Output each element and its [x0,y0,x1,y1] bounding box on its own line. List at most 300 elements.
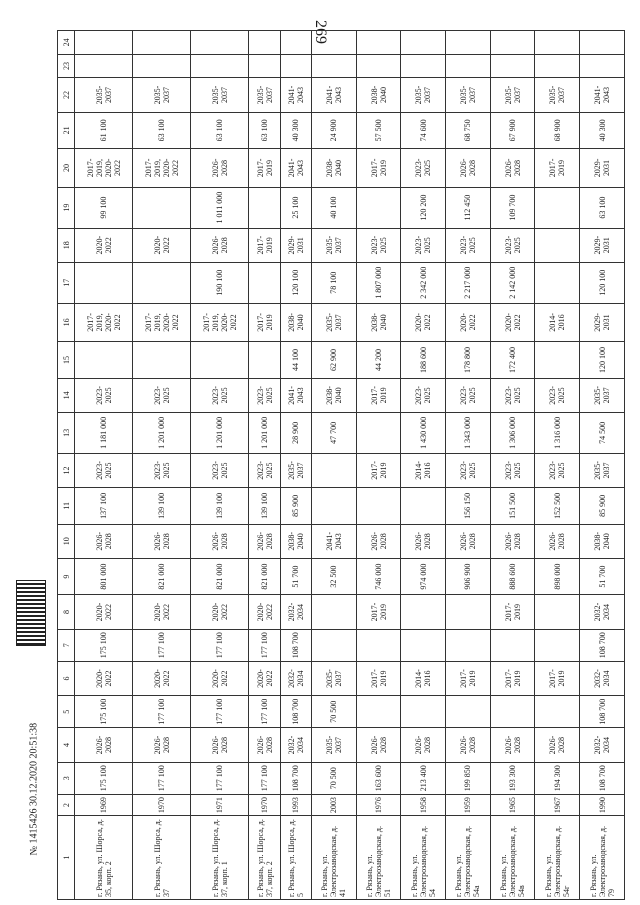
table-cell: 1970 [249,794,280,815]
table-cell [133,342,191,378]
table-cell: 175 100 [75,696,133,728]
table-cell: 746 000 [356,558,401,594]
table-cell: 40 300 [280,112,311,148]
table-cell: 2035-2037 [311,303,356,342]
table-row [191,31,249,900]
table-cell: 2026-2028 [75,728,133,762]
table-cell: 2017-2019, 2020-2022 [133,149,191,188]
table-cell: 2035-2037 [580,378,625,412]
table-cell: 47 700 [311,413,356,454]
table-cell: 2035-2037 [249,78,280,112]
table-cell: 120 100 [580,342,625,378]
table-cell: 2020-2022 [490,303,535,342]
table-cell: 1 306 000 [490,413,535,454]
table-cell: 2032-2034 [580,595,625,629]
table-cell [490,696,535,728]
table-cell [535,54,580,78]
table-cell [535,595,580,629]
table-cell: 2023-2025 [490,228,535,262]
table-cell: г. Рязань, ул. Шорса, д. 37 [133,816,191,900]
table-cell: 2023-2025 [249,378,280,412]
table-cell: 1 201 000 [133,413,191,454]
table-row [133,31,191,900]
table-cell: 2029-2031 [580,228,625,262]
table-row [446,31,491,900]
table-cell: 175 100 [75,762,133,794]
table-cell: 1993 [280,794,311,815]
footer-signature: № 1415426 30.12.2020 20:51:38 [28,722,40,856]
table-cell: 51 700 [580,558,625,594]
table-cell: 25 100 [280,187,311,228]
table-cell: 213 400 [401,762,446,794]
table-cell [580,31,625,55]
table-cell: 2035-2037 [311,728,356,762]
table-cell: 1958 [401,794,446,815]
table-cell: 40 300 [580,112,625,148]
table-cell: 74 600 [401,112,446,148]
header-cell: 15 [58,342,75,378]
table-cell: 32 500 [311,558,356,594]
table-cell: 24 900 [311,112,356,148]
table-cell [249,187,280,228]
table-cell [580,54,625,78]
table-cell: 1971 [191,794,249,815]
header-cell: 14 [58,378,75,412]
table-cell: 1 011 000 [191,187,249,228]
table-cell [446,54,491,78]
table-cell: 2038-2040 [580,524,625,558]
table-cell: 2 142 000 [490,262,535,303]
table-cell: 2017-2019 [249,303,280,342]
table-row [401,31,446,900]
table-cell: 2020-2022 [133,661,191,695]
table-cell: 2032-2034 [280,728,311,762]
table-cell: 1 201 000 [191,413,249,454]
table-cell: 2017-2019 [356,149,401,188]
table-cell: 1 181 000 [75,413,133,454]
header-cell: 19 [58,187,75,228]
table-cell: 2026-2028 [249,524,280,558]
table-cell: 177 100 [191,629,249,661]
table-cell: 2017-2019, 2020-2022 [191,303,249,342]
table-cell: 2038-2040 [356,78,401,112]
header-cell: 20 [58,149,75,188]
table-cell: 1 201 000 [249,413,280,454]
table-cell: 44 100 [280,342,311,378]
table-cell: 2026-2028 [446,524,491,558]
table-cell: 28 900 [280,413,311,454]
table-cell: 190 100 [191,262,249,303]
table-cell: 61 100 [75,112,133,148]
table-cell: 178 800 [446,342,491,378]
header-cell: 1 [58,816,75,900]
table-cell: 108 700 [280,629,311,661]
table-cell: 152 500 [535,488,580,524]
table-cell: 2017-2019 [249,228,280,262]
header-cell: 10 [58,524,75,558]
table-cell [356,413,401,454]
table-cell: г. Рязань, ул. Электрозаводская, д. 54 [401,816,446,900]
table-cell: 2017-2019 [535,149,580,188]
table-cell: 2020-2022 [191,661,249,695]
table-cell: 1969 [75,794,133,815]
table-cell [535,696,580,728]
table-cell: 194 300 [535,762,580,794]
table-cell: 139 100 [191,488,249,524]
table-cell: 85 900 [280,488,311,524]
table-cell: 2026-2028 [133,728,191,762]
header-row [58,31,75,900]
table-cell: 2023-2025 [133,378,191,412]
table-cell: 1967 [535,794,580,815]
table-cell: 2017-2019 [490,661,535,695]
table-cell: 177 100 [191,762,249,794]
table-cell [401,595,446,629]
table-cell: 2023-2025 [490,453,535,487]
table-cell: 2020-2022 [191,595,249,629]
table-cell [191,54,249,78]
table-cell: 2026-2028 [446,149,491,188]
table-cell: 1976 [356,794,401,815]
table-cell: 74 500 [580,413,625,454]
table-cell: 2029-2031 [280,228,311,262]
header-cell: 17 [58,262,75,303]
table-cell: 2023-2025 [446,228,491,262]
table-cell: г. Рязань, ул. Электрозаводская, д. 54а [446,816,491,900]
data-table [57,30,625,900]
table-cell [446,696,491,728]
table-cell [401,488,446,524]
table-cell: г. Рязань, ул. Электрозаводская, д. 51 [356,816,401,900]
table-cell: 974 000 [401,558,446,594]
table-cell [356,31,401,55]
table-cell: 2038-2040 [311,149,356,188]
table-cell: 40 100 [311,187,356,228]
table-cell [133,262,191,303]
table-cell: 2038-2040 [356,303,401,342]
table-cell [356,488,401,524]
table-cell: 2017-2019 [356,595,401,629]
table-cell: 63 100 [191,112,249,148]
table-cell: 2017-2019, 2020-2022 [75,149,133,188]
table-cell: 2035-2037 [133,78,191,112]
table-cell: 2017-2019 [446,661,491,695]
table-cell: 888 600 [490,558,535,594]
table-cell: 2032-2034 [580,728,625,762]
table-cell: 2017-2019 [490,595,535,629]
table-cell [249,342,280,378]
table-cell: 112 450 [446,187,491,228]
table-cell: 2017-2019, 2020-2022 [75,303,133,342]
table-cell: 177 100 [249,696,280,728]
table-cell [356,629,401,661]
table-cell: 2035-2037 [446,78,491,112]
table-cell: 2023-2025 [535,453,580,487]
table-cell: 821 000 [191,558,249,594]
table-cell: 199 850 [446,762,491,794]
table-cell: 67 900 [490,112,535,148]
table-cell: г. Рязань, ул. Электрозаводская, д. 54г [535,816,580,900]
table-cell: 2035-2037 [311,228,356,262]
table-cell: 2026-2028 [535,728,580,762]
header-cell: 12 [58,453,75,487]
table-cell: 109 700 [490,187,535,228]
table-cell: г. Рязань, ул. Шорса, д. 5 [280,816,311,900]
table-cell: 78 100 [311,262,356,303]
table-cell: 2023-2025 [249,453,280,487]
table-cell: 2023-2025 [446,378,491,412]
table-cell: 68 750 [446,112,491,148]
table-cell: 2017-2019, 2020-2022 [133,303,191,342]
table-cell: 2026-2028 [191,149,249,188]
table-cell: 175 100 [75,629,133,661]
table-cell: 1 430 000 [401,413,446,454]
table-cell: 2038-2040 [311,378,356,412]
table-cell: 120 100 [580,262,625,303]
table-cell: 2035-2037 [535,78,580,112]
table-cell: 2032-2034 [280,595,311,629]
table-row [580,31,625,900]
table-cell [356,54,401,78]
table-cell: 63 100 [580,187,625,228]
table-cell: 2041-2043 [280,78,311,112]
table-cell: 177 100 [191,696,249,728]
header-cell: 6 [58,661,75,695]
table-cell: 70 500 [311,696,356,728]
table-cell: 2026-2028 [191,524,249,558]
table-cell: г. Рязань, ул. Шорса, д. 37, корп. 1 [191,816,249,900]
table-cell: 2023-2025 [401,149,446,188]
page-number: 269 [312,20,329,44]
table-cell [280,31,311,55]
table-cell: 2035-2037 [191,78,249,112]
table-cell: 2020-2022 [401,303,446,342]
table-cell: 163 600 [356,762,401,794]
table-cell: 821 000 [133,558,191,594]
table-cell [535,187,580,228]
table-cell: 2023-2025 [490,378,535,412]
table-cell: 1970 [133,794,191,815]
table-cell: 68 900 [535,112,580,148]
header-cell: 21 [58,112,75,148]
table-cell: г. Рязань, ул. Электрозаводская, д. 79 [580,816,625,900]
table-cell: 2023-2025 [191,378,249,412]
table-cell [311,31,356,55]
table-cell [249,54,280,78]
table-cell: 1 343 000 [446,413,491,454]
table-cell: 2026-2028 [249,728,280,762]
table-cell: 821 000 [249,558,280,594]
table-cell [401,31,446,55]
table-cell [535,342,580,378]
table-cell: 1965 [490,794,535,815]
table-cell: 177 100 [249,629,280,661]
table-row [356,31,401,900]
table-cell: 2035-2037 [280,453,311,487]
table-cell: 2020-2022 [249,595,280,629]
table-cell: г. Рязань, ул. Шорса, д. 35, корп. 2 [75,816,133,900]
table-cell: 2023-2025 [191,453,249,487]
table-cell: 2026-2028 [535,524,580,558]
table-cell: 172 400 [490,342,535,378]
table-cell: 2023-2025 [446,453,491,487]
table-cell: 108 700 [580,762,625,794]
table-cell [401,629,446,661]
table-cell: 2026-2028 [446,728,491,762]
table-cell: 2020-2022 [75,228,133,262]
table-cell: 139 100 [133,488,191,524]
table-cell: 151 500 [490,488,535,524]
table-cell [446,595,491,629]
table-cell: 2032-2034 [580,661,625,695]
table-cell: 2026-2028 [356,524,401,558]
table-cell: 906 900 [446,558,491,594]
header-cell: 23 [58,54,75,78]
table-cell: 2017-2019 [535,661,580,695]
table-cell: 2023-2025 [535,378,580,412]
table-cell: 2020-2022 [75,661,133,695]
table-cell: 177 100 [133,696,191,728]
table-cell [133,54,191,78]
table-cell: 57 500 [356,112,401,148]
table-cell [490,629,535,661]
header-cell: 3 [58,762,75,794]
table-cell: 2023-2025 [133,453,191,487]
table-cell: 188 600 [401,342,446,378]
table-cell: 2026-2028 [490,149,535,188]
table-cell: 177 100 [133,629,191,661]
table-cell: 2035-2037 [311,661,356,695]
table-cell: 2023-2025 [401,228,446,262]
table-cell: 2 342 000 [401,262,446,303]
table-cell: 1 807 000 [356,262,401,303]
table-cell [311,453,356,487]
table-cell: 193 300 [490,762,535,794]
table-row [535,31,580,900]
header-cell: 11 [58,488,75,524]
table-cell: 2035-2037 [401,78,446,112]
table-cell: 108 700 [280,762,311,794]
table-cell: 2026-2028 [133,524,191,558]
table-cell [311,54,356,78]
header-cell: 5 [58,696,75,728]
table-cell [356,187,401,228]
table-row [280,31,311,900]
table-cell: 2023-2025 [75,378,133,412]
table-cell: 2041-2043 [580,78,625,112]
table-cell: 2020-2022 [75,595,133,629]
table-cell [535,228,580,262]
table-row [249,31,280,900]
table-cell: 2026-2028 [191,728,249,762]
header-cell: 16 [58,303,75,342]
table-cell: 120 200 [401,187,446,228]
table-cell: 2041-2043 [280,149,311,188]
table-row [75,31,133,900]
table-cell [311,629,356,661]
table-cell: 120 100 [280,262,311,303]
table-cell: 2026-2028 [75,524,133,558]
table-cell: 2041-2043 [311,78,356,112]
table-cell [75,342,133,378]
table-row [490,31,535,900]
table-cell: 2032-2034 [280,661,311,695]
table-cell: 177 100 [249,762,280,794]
table-cell: 2026-2028 [356,728,401,762]
table-cell: 1 316 000 [535,413,580,454]
table-cell: 2035-2037 [580,453,625,487]
table-cell [75,54,133,78]
table-cell: 2023-2025 [75,453,133,487]
table-cell: 139 100 [249,488,280,524]
table-cell: 177 100 [133,762,191,794]
table-cell: г. Рязань, ул. Электрозаводская, д. 54в [490,816,535,900]
table-cell: 2014-2016 [535,303,580,342]
table-cell: 2035-2037 [490,78,535,112]
table-cell: 85 900 [580,488,625,524]
table-cell [490,54,535,78]
table-cell [401,696,446,728]
table-cell: 2 217 000 [446,262,491,303]
table-cell: 63 100 [133,112,191,148]
table-cell: 2017-2019 [356,453,401,487]
table-cell: 2029-2031 [580,303,625,342]
table-cell: 108 700 [580,629,625,661]
table-cell [191,31,249,55]
table-cell [311,488,356,524]
header-cell: 18 [58,228,75,262]
header-cell: 8 [58,595,75,629]
table-cell: 2029-2031 [580,149,625,188]
table-cell [133,187,191,228]
table-cell: 51 700 [280,558,311,594]
data-table-container [57,30,625,900]
header-cell: 9 [58,558,75,594]
table-cell [490,31,535,55]
header-cell: 24 [58,31,75,55]
table-cell [249,262,280,303]
table-cell: 2041-2043 [311,524,356,558]
header-cell: 13 [58,413,75,454]
table-cell [535,262,580,303]
table-cell [311,595,356,629]
table-cell [401,54,446,78]
table-cell: 2023-2025 [356,228,401,262]
table-cell [535,31,580,55]
table-cell [356,696,401,728]
table-cell: 2035-2037 [75,78,133,112]
table-cell: 2020-2022 [249,661,280,695]
table-cell: 156 150 [446,488,491,524]
table-cell: 2020-2022 [133,595,191,629]
table-cell: 62 900 [311,342,356,378]
table-cell: г. Рязань, ул. Шорса, д. 37, корп. 2 [249,816,280,900]
table-cell: 44 200 [356,342,401,378]
table-cell: 2017-2019 [249,149,280,188]
table-cell [191,342,249,378]
header-cell: 2 [58,794,75,815]
table-cell: 2017-2019 [356,378,401,412]
table-cell: г. Рязань, ул. Электрозаводская, д. 41 [311,816,356,900]
table-cell: 2026-2028 [490,524,535,558]
table-cell [280,54,311,78]
table-cell: 137 100 [75,488,133,524]
header-cell: 4 [58,728,75,762]
table-cell [75,31,133,55]
table-cell: 2026-2028 [401,728,446,762]
table-cell: 2038-2040 [280,524,311,558]
table-cell: 2023-2025 [401,378,446,412]
